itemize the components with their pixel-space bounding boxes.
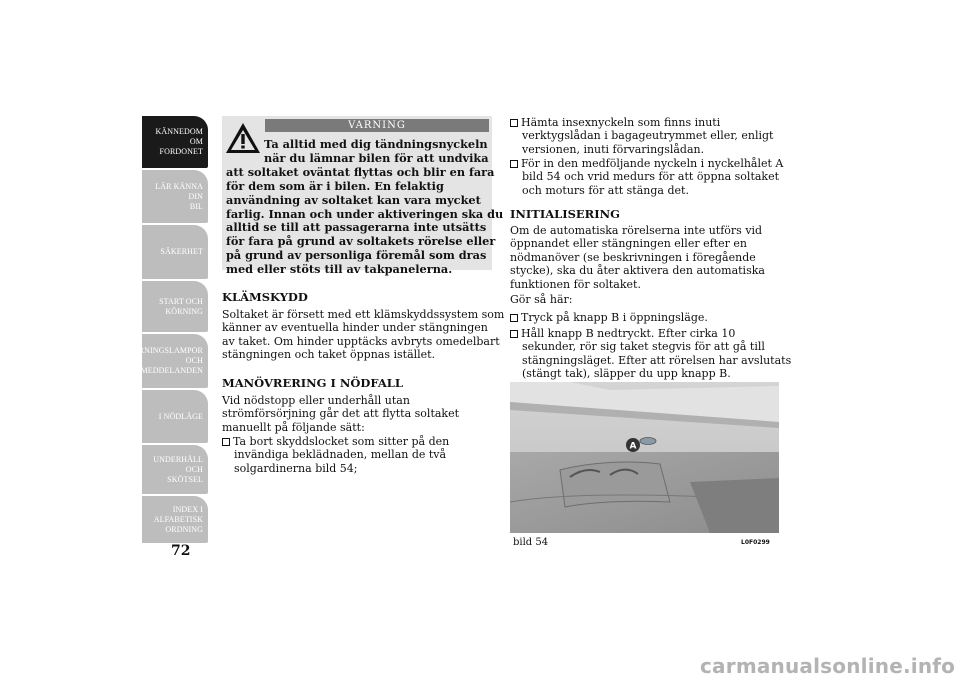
init-paragraph [510, 224, 765, 291]
text-line: öppnandet eller stängningen eller efter en [510, 237, 747, 251]
text-line: känner av eventuella hinder under stängningen [222, 321, 488, 335]
warning-header: VARNING [265, 119, 489, 132]
text-line: versionen, inuti förvaringslådan. [522, 142, 705, 156]
text-line: för fara på grund av soltakets rörelse eller [226, 234, 496, 249]
bullet-remove-cover [222, 435, 449, 475]
sidebar-tab-label: VARNINGSLAMPOR [127, 346, 203, 355]
sidebar-tab-7[interactable] [142, 445, 208, 494]
gor-sa-har: Gör så här: [510, 293, 573, 306]
sidebar-tab-3[interactable] [142, 225, 208, 279]
sidebar-tab-label: MEDDELANDEN [140, 366, 203, 375]
sidebar-tab-label: OCH [185, 356, 203, 365]
sidebar-tab-label: BIL [189, 201, 203, 211]
text-line: För in den medföljande nyckeln i nyckelhålet A [510, 157, 783, 170]
text-line: stängningsläget. Efter att rörelsen har avslutats [522, 353, 792, 367]
text-line: för dem som är i bilen. En felaktig [226, 178, 444, 193]
init-title: INITIALISERING [510, 207, 620, 221]
sidebar-tab-label: FORDONET [159, 147, 203, 156]
sidebar-tab-4[interactable] [142, 281, 208, 332]
sidebar-tab-label: LÄR KÄNNA DIN [155, 181, 203, 201]
checkbox-bullet-icon [510, 314, 518, 322]
text-line: på grund av personliga föremål som dras [226, 248, 487, 263]
text-line: alltid se till att passagerarna inte utsätts [226, 220, 487, 235]
text-line: användning av soltaket kan vara mycket [226, 192, 481, 207]
checkbox-bullet-icon [510, 330, 518, 338]
roof-illustration [510, 382, 779, 533]
text-line: Ta bort skyddslocket som sitter på den [222, 435, 449, 448]
bullet-hex-key [510, 116, 773, 156]
sidebar-tab-label: SÄKERHET [160, 247, 203, 256]
text-line: nödmanöver (se beskrivningen i föregående [510, 250, 756, 264]
checkbox-bullet-icon [510, 119, 518, 127]
sidebar-tab-8[interactable] [142, 496, 208, 543]
sidebar-tab-label: ALFABETISK [153, 514, 203, 524]
figure-caption: bild 54 [513, 537, 549, 548]
nodfall-paragraph [222, 394, 459, 434]
sidebar-tab-label: SKÖTSEL [167, 474, 203, 484]
figure-code: L0F0299 [741, 539, 770, 546]
text-line: (stängt tak), släpper du upp knapp B. [522, 367, 731, 381]
bullet-insert-key [510, 157, 783, 197]
checkbox-bullet-icon [222, 438, 230, 446]
text-line: sekunder, rör sig taket stegvis för att gå till [522, 340, 765, 354]
nodfall-title: MANÖVRERING I NÖDFALL [222, 376, 403, 390]
sidebar-tab-label: ORDNING [165, 524, 203, 534]
text-line: verktygslådan i bagageutrymmet eller, enligt [522, 129, 774, 143]
text-line: strömförsörjning går det att flytta soltaket [222, 407, 460, 421]
sidebar-tab-label: KÄNNEDOM OM [155, 127, 203, 146]
text-line: bild 54 och vrid medurs för att öppna soltaket [522, 170, 780, 184]
watermark: carmanualsonline.info [700, 654, 956, 678]
sidebar-tab-1[interactable] [142, 116, 208, 168]
text-line: och moturs för att stänga det. [522, 183, 689, 197]
sidebar-tab-label: INDEX I [172, 504, 203, 514]
text-line: farlig. Innan och under aktiveringen ska du [226, 206, 504, 221]
sidebar-tab-5[interactable] [127, 334, 208, 388]
warning-text [226, 137, 504, 277]
text-line: stängningen och taket öppnas istället. [222, 348, 436, 362]
klamskydd-title: KLÄMSKYDD [222, 290, 308, 304]
sidebar-tab-2[interactable] [142, 170, 208, 223]
bullet-hold-b [510, 327, 791, 381]
sidebar-tab-label: UNDERHÅLL OCH [153, 454, 203, 474]
sidebar-tab-label: KÖRNING [165, 306, 203, 316]
text-line: att soltaket oväntat flyttas och blir en fara [226, 164, 495, 179]
sidebar-tab-label: START OCH [159, 296, 203, 306]
text-line: funktionen för soltaket. [510, 277, 641, 291]
figure-label-a: A [629, 441, 637, 452]
text-line: solgardinerna bild 54; [234, 461, 358, 475]
text-line: invändiga beklädnaden, mellan de två [234, 448, 447, 462]
text-line: manuellt på följande sätt: [222, 420, 365, 434]
text-line: Om de automatiska rörelserna inte utförs vid [510, 224, 763, 237]
text-line: Vid nödstopp eller underhåll utan [222, 394, 410, 407]
sidebar-tab-label: I NÖDLÄGE [158, 411, 203, 421]
text-line: när du lämnar bilen för att undvika [264, 150, 489, 165]
text-line: Ta alltid med dig tändningsnyckeln [264, 137, 488, 151]
bullet-press-b: Tryck på knapp B i öppningsläge. [510, 311, 708, 324]
page-number: 72 [171, 543, 191, 559]
text-line: av taket. Om hinder upptäcks avbryts omedelbart [222, 334, 500, 348]
text-line: Hämta insexnyckeln som finns inuti [510, 116, 773, 129]
text-line: stycke), ska du åter aktivera den automatiska [510, 264, 765, 278]
sidebar-tab-6[interactable] [142, 390, 208, 443]
text-line: Soltaket är försett med ett klämskyddssystem som [222, 308, 505, 321]
klamskydd-paragraph [222, 308, 504, 362]
text-line: med eller stöts till av takpanelerna. [226, 262, 453, 277]
text-line: Håll knapp B nedtryckt. Efter cirka 10 [510, 327, 791, 340]
checkbox-bullet-icon [510, 160, 518, 168]
